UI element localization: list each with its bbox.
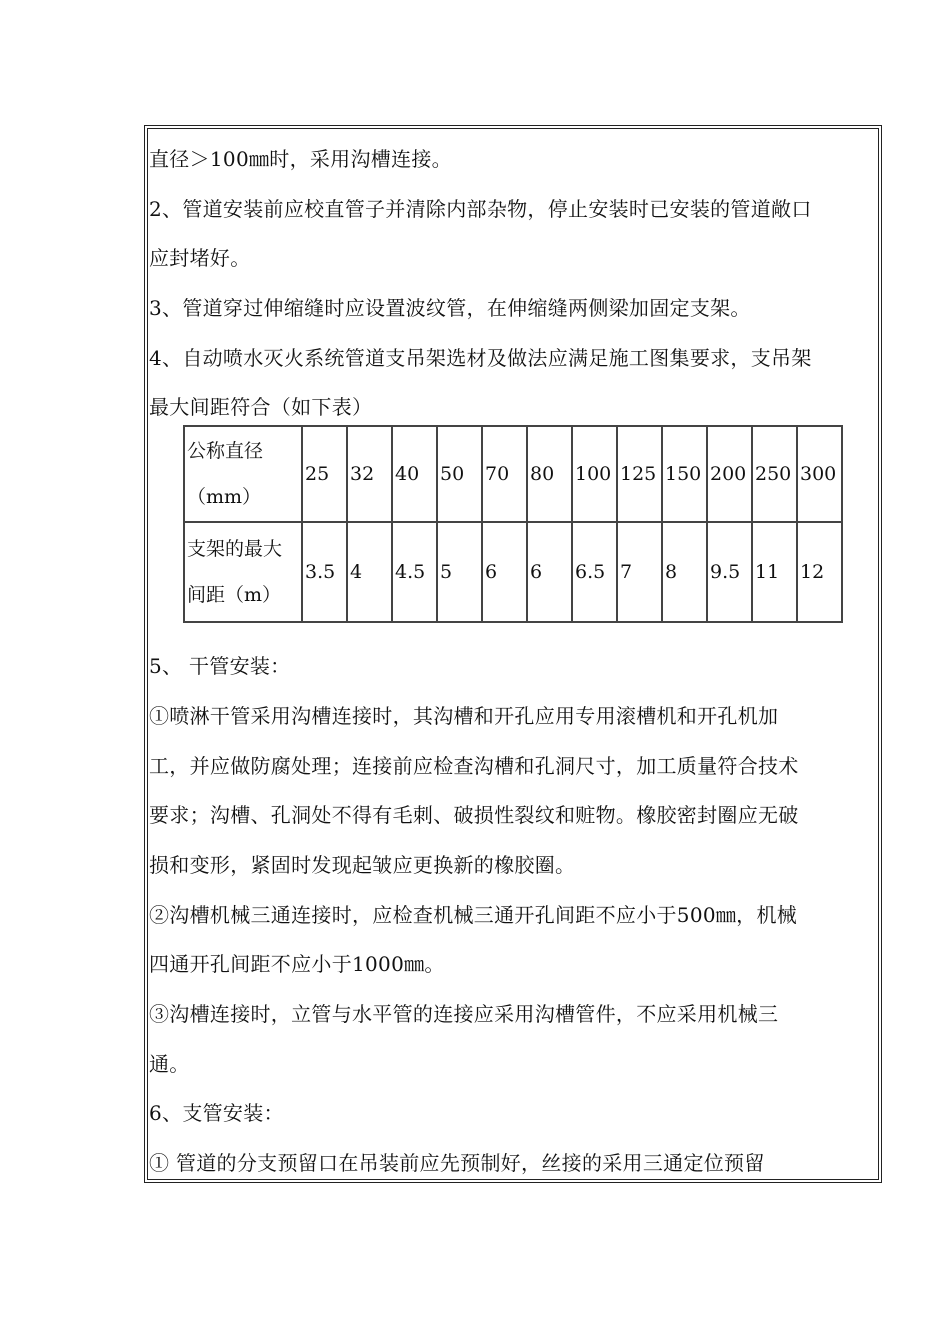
table-cell: 25 bbox=[302, 426, 347, 522]
text-line-5: 4、自动喷水灭火系统管道支吊架选材及做法应满足施工图集要求，支吊架 bbox=[149, 346, 812, 370]
text-line-8: ①喷淋干管采用沟槽连接时，其沟槽和开孔应用专用滚槽机和开孔机加 bbox=[149, 704, 779, 728]
table-cell: 6 bbox=[482, 522, 527, 622]
table-cell: 125 bbox=[617, 426, 662, 522]
table-cell: 200 bbox=[707, 426, 752, 522]
text-line-4: 3、管道穿过伸缩缝时应设置波纹管，在伸缩缝两侧梁加固定支架。 bbox=[149, 296, 751, 320]
text-line-14: ③沟槽连接时，立管与水平管的连接应采用沟槽管件，不应采用机械三 bbox=[149, 1002, 779, 1026]
text-line-15: 通。 bbox=[149, 1052, 190, 1076]
table-cell: 80 bbox=[527, 426, 572, 522]
table-header-spacing: 支架的最大间距（m） bbox=[184, 522, 302, 622]
table-cell: 40 bbox=[392, 426, 437, 522]
table-row-spacing bbox=[184, 522, 842, 622]
text-line-9: 工，并应做防腐处理；连接前应检查沟槽和孔洞尺寸，加工质量符合技术 bbox=[149, 754, 799, 778]
content-frame bbox=[144, 125, 882, 1183]
table-cell: 150 bbox=[662, 426, 707, 522]
text-line-17: ① 管道的分支预留口在吊装前应先预制好，丝接的采用三通定位预留 bbox=[149, 1151, 765, 1175]
text-line-12: ②沟槽机械三通连接时，应检查机械三通开孔间距不应小于500㎜，机械 bbox=[149, 903, 798, 927]
table-cell: 6 bbox=[527, 522, 572, 622]
text-line-11: 损和变形，紧固时发现起皱应更换新的橡胶圈。 bbox=[149, 853, 576, 877]
table-cell: 250 bbox=[752, 426, 797, 522]
table-cell: 4 bbox=[347, 522, 392, 622]
table-cell: 5 bbox=[437, 522, 482, 622]
table-cell: 7 bbox=[617, 522, 662, 622]
table-cell: 11 bbox=[752, 522, 797, 622]
table-cell: 6.5 bbox=[572, 522, 617, 622]
table-cell: 32 bbox=[347, 426, 392, 522]
text-line-7: 5、 干管安装： bbox=[149, 654, 291, 678]
table-cell: 70 bbox=[482, 426, 527, 522]
text-line-1: 直径＞100㎜时，采用沟槽连接。 bbox=[149, 147, 452, 171]
table-cell: 8 bbox=[662, 522, 707, 622]
table-cell: 100 bbox=[572, 426, 617, 522]
text-line-13: 四通开孔间距不应小于1000㎜。 bbox=[149, 952, 445, 976]
text-line-16: 6、支管安装： bbox=[149, 1101, 284, 1125]
table-cell: 12 bbox=[797, 522, 842, 622]
table-row-diameter bbox=[184, 426, 842, 522]
text-line-10: 要求；沟槽、孔洞处不得有毛刺、破损性裂纹和赃物。橡胶密封圈应无破 bbox=[149, 803, 799, 827]
table-cell: 300 bbox=[797, 426, 842, 522]
table-cell: 9.5 bbox=[707, 522, 752, 622]
table-cell: 3.5 bbox=[302, 522, 347, 622]
text-line-3: 应封堵好。 bbox=[149, 246, 251, 270]
table-header-diameter: 公称直径（mm） bbox=[184, 426, 302, 522]
support-spacing-table bbox=[183, 425, 843, 623]
table-cell: 50 bbox=[437, 426, 482, 522]
text-line-2: 2、管道安装前应校直管子并清除内部杂物，停止安装时已安装的管道敞口 bbox=[149, 197, 812, 221]
text-line-6: 最大间距符合（如下表） bbox=[149, 395, 373, 419]
table-cell: 4.5 bbox=[392, 522, 437, 622]
